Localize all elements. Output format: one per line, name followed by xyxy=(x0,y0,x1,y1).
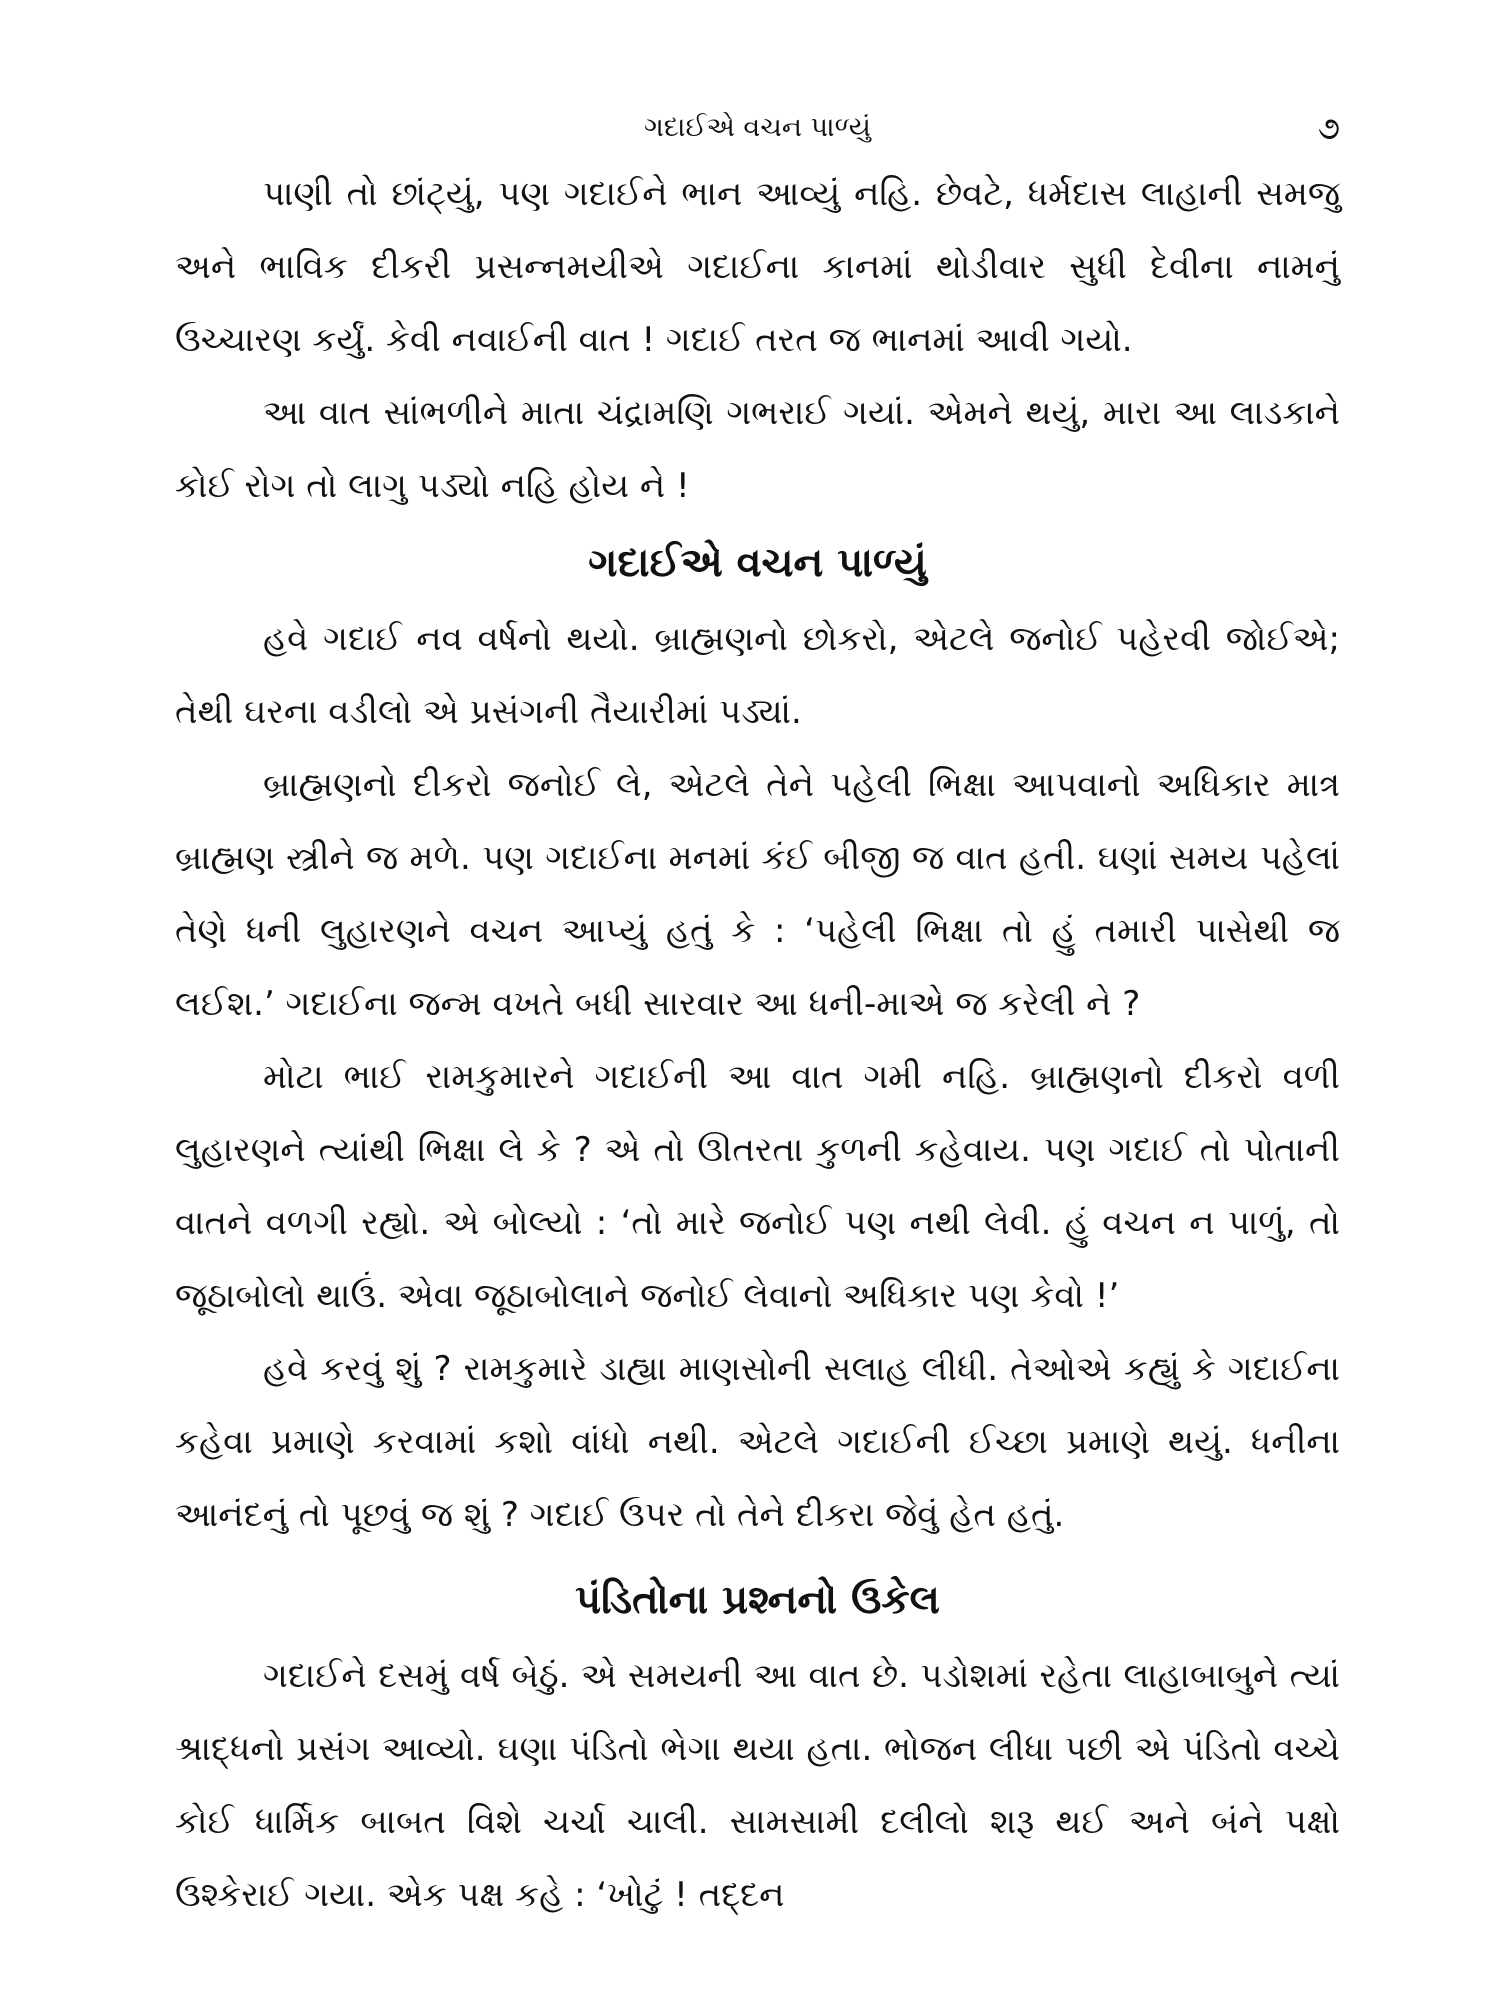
paragraph: આ વાત સાંભળીને માતા ચંદ્રામણિ ગભરાઈ ગયાં. એમને થયું, મારા આ લાડકાને કોઈ રોગ તો લાગુ પડ્યો નહિ હોય ને ! xyxy=(175,393,1340,506)
paragraph: પાણી તો છાંટ્યું, પણ ગદાઈને ભાન આવ્યું નહિ. છેવટે, ધર્મદાસ લાહાની સમજુ અને ભાવિક દીકરી પ્રસન્નમયીએ ગદાઈના કાનમાં થોડીવાર સુધી દેવીના નામનું ઉચ્ચારણ કર્યું. કેવી નવાઈની વાત ! ગદાઈ તરત જ ભાનમાં આવી ગયો. xyxy=(175,174,1340,360)
page-number: ૭ xyxy=(1317,109,1340,147)
running-header-title: ગદાઈએ વચન પાળ્યું xyxy=(644,112,871,143)
section-heading: ગદાઈએ વચન પાળ્યું xyxy=(588,540,927,586)
paragraph: હવે કરવું શું ? રામકુમારે ડાહ્યા માણસોની સલાહ લીધી. તેઓએ કહ્યું કે ગદાઈના કહેવા પ્રમાણે કરવામાં કશો વાંધો નથી. એટલે ગદાઈની ઈચ્છા પ્રમાણે થયું. ધનીના આનંદનું તો પૂછવું જ શું ? ગદાઈ ઉપર તો તેને દીકરા જેવું હેત હતું. xyxy=(175,1349,1340,1535)
body-text xyxy=(175,158,1340,1932)
paragraph: હવે ગદાઈ નવ વર્ષનો થયો. બ્રાહ્મણનો છોકરો, એટલે જનોઈ પહેરવી જોઈએ; તેથી ઘરના વડીલો એ પ્રસંગની તૈયારીમાં પડ્યાં. xyxy=(175,619,1340,732)
running-header xyxy=(175,108,1340,148)
section-heading: પંડિતોના પ્રશ્નનો ઉકેલ xyxy=(575,1577,940,1623)
paragraph: ગદાઈને દસમું વર્ષ બેઠું. એ સમયની આ વાત છે. પડોશમાં રહેતા લાહાબાબુને ત્યાં શ્રાદ્ધનો પ્રસંગ આવ્યો. ઘણા પંડિતો ભેગા થયા હતા. ભોજન લીધા પછી એ પંડિતો વચ્ચે કોઈ ધાર્મિક બાબત વિશે ચર્ચા ચાલી. સામસામી દલીલો શરૂ થઈ અને બંને પક્ષો ઉશ્કેરાઈ ગયા. એક પક્ષ કહે : ‘ખોટું ! તદ્દન xyxy=(175,1656,1340,1915)
paragraph: મોટા ભાઈ રામકુમારને ગદાઈની આ વાત ગમી નહિ. બ્રાહ્મણનો દીકરો વળી લુહારણને ત્યાંથી ભિક્ષા લે કે ? એ તો ઊતરતા કુળની કહેવાય. પણ ગદાઈ તો પોતાની વાતને વળગી રહ્યો. એ બોલ્યો : ‘તો મારે જનોઈ પણ નથી લેવી. હું વચન ન પાળું, તો જૂઠાબોલો થાઉં. એવા જૂઠાબોલાને જનોઈ લેવાનો અધિકાર પણ કેવો !’ xyxy=(175,1057,1340,1316)
paragraph: બ્રાહ્મણનો દીકરો જનોઈ લે, એટલે તેને પહેલી ભિક્ષા આપવાનો અધિકાર માત્ર બ્રાહ્મણ સ્ત્રીને જ મળે. પણ ગદાઈના મનમાં કંઈ બીજી જ વાત હતી. ઘણાં સમય પહેલાં તેણે ધની લુહારણને વચન આપ્યું હતું કે : ‘પહેલી ભિક્ષા તો હું તમારી પાસેથી જ લઈશ.’ ગદાઈના જન્મ વખતે બધી સારવાર આ ધની-માએ જ કરેલી ને ? xyxy=(175,765,1340,1024)
